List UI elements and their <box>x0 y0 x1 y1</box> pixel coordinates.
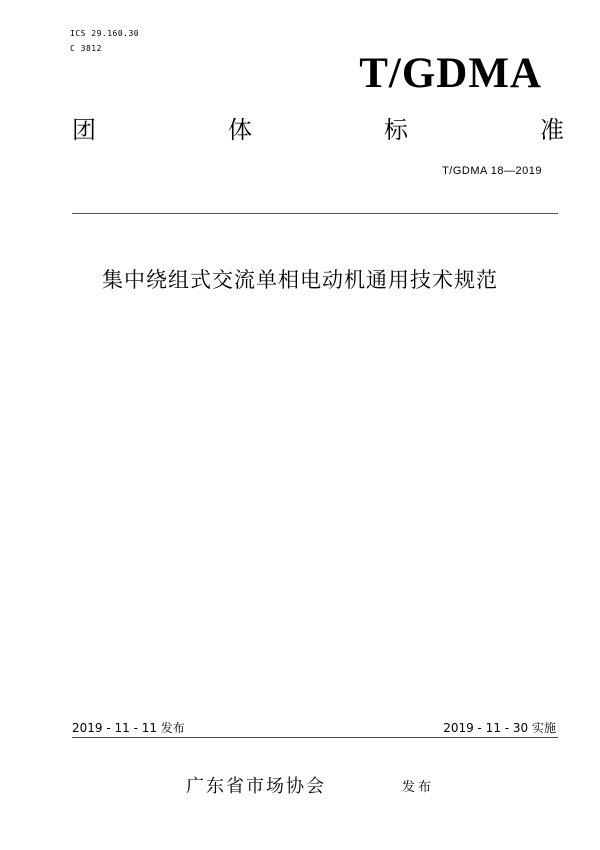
date-divider <box>72 737 558 738</box>
standard-type-char: 准 <box>540 116 564 144</box>
standard-number: T/GDMA 18—2019 <box>442 165 542 177</box>
document-title: 集中绕组式交流单相电动机通用技术规范 <box>102 268 498 292</box>
ccs-code: C 3812 <box>70 44 102 53</box>
ics-code: ICS 29.160.30 <box>70 29 140 38</box>
standard-type-char: 标 <box>384 116 408 144</box>
standard-type-heading <box>72 118 564 142</box>
standard-type-char: 体 <box>228 116 252 144</box>
implementation-date: 2019 - 11 - 30 实施 <box>443 721 556 735</box>
publication-date: 2019 - 11 - 11 发布 <box>72 721 185 735</box>
standard-type-char: 团 <box>72 116 96 144</box>
standard-brand-logo: T/GDMA <box>359 50 542 97</box>
publisher-name: 广东省市场协会 <box>186 776 326 797</box>
header-divider <box>72 213 558 214</box>
publish-label: 发布 <box>402 780 435 795</box>
